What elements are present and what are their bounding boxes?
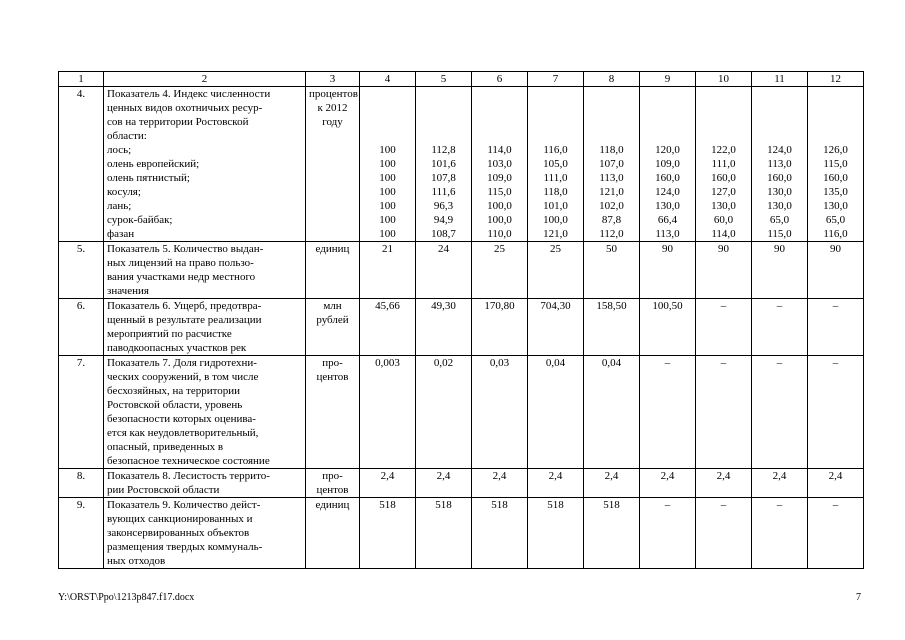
indicator-text-line: сурок-байбак;: [107, 214, 173, 226]
column-number: 1: [59, 72, 104, 87]
value-spacer: [475, 101, 524, 115]
column-number: 12: [808, 72, 864, 87]
indicator-text-line: ных отходов: [107, 555, 166, 567]
value-line: 112,0: [599, 228, 624, 240]
value-spacer: [643, 129, 692, 143]
value-cell: –: [696, 299, 752, 356]
value-cell: 21: [360, 242, 416, 299]
table-body: [59, 72, 864, 569]
value-cell: 2,4: [640, 469, 696, 498]
value-line: 160,0: [767, 172, 792, 184]
indicator-cell: [104, 242, 306, 299]
value-line: 101,6: [431, 158, 456, 170]
value-cell: 90: [808, 242, 864, 299]
value-line: 118,0: [599, 144, 624, 156]
value-line: 114,0: [487, 144, 512, 156]
value-spacer: [811, 101, 860, 115]
row-number: 5.: [59, 242, 104, 299]
value-cell: 518: [416, 498, 472, 569]
value-line: 115,0: [487, 186, 512, 198]
value-cell: 49,30: [416, 299, 472, 356]
value-spacer: [587, 87, 636, 101]
unit-text-line: про-: [322, 357, 343, 369]
value-cell: [640, 87, 696, 242]
value-cell: –: [808, 299, 864, 356]
column-number-row: [59, 72, 864, 87]
value-spacer: [363, 87, 412, 101]
table-row: [59, 242, 864, 299]
value-line: 115,0: [767, 228, 792, 240]
value-line: 130,0: [767, 186, 792, 198]
value-line: 65,0: [769, 214, 790, 226]
table-row: [59, 469, 864, 498]
value-line: 100,0: [487, 214, 512, 226]
value-line: 87,8: [601, 214, 622, 226]
indicator-text-line: Показатель 5. Количество выдан-: [107, 243, 264, 255]
indicator-text-line: Показатель 6. Ущерб, предотвра-: [107, 300, 262, 312]
value-line: 107,8: [431, 172, 456, 184]
indicator-cell: [104, 356, 306, 469]
unit-cell: [306, 242, 360, 299]
value-line: 108,7: [431, 228, 456, 240]
column-number: 4: [360, 72, 416, 87]
value-spacer: [811, 87, 860, 101]
value-line: 118,0: [543, 186, 568, 198]
indicator-text-line: ческих сооружений, в том числе: [107, 371, 259, 383]
indicator-text-line: Показатель 9. Количество дейст-: [107, 499, 261, 511]
indicator-text-line: безопасности которых оценива-: [107, 413, 256, 425]
value-line: 113,0: [655, 228, 680, 240]
value-spacer: [699, 101, 748, 115]
unit-text-line: млн: [323, 300, 342, 312]
value-cell: 90: [752, 242, 808, 299]
value-line: 113,0: [599, 172, 624, 184]
table-row: [59, 498, 864, 569]
indicator-cell: [104, 469, 306, 498]
unit-text-line: про-: [322, 470, 343, 482]
indicator-text-line: рии Ростовской области: [107, 484, 220, 496]
value-spacer: [531, 129, 580, 143]
column-number: 7: [528, 72, 584, 87]
document-path: Y:\ORST\Ppo\1213p847.f17.docx: [58, 592, 195, 603]
value-spacer: [587, 115, 636, 129]
value-cell: 170,80: [472, 299, 528, 356]
value-spacer: [531, 115, 580, 129]
value-spacer: [587, 101, 636, 115]
value-cell: 2,4: [360, 469, 416, 498]
value-spacer: [419, 129, 468, 143]
value-cell: 25: [472, 242, 528, 299]
value-line: 127,0: [711, 186, 736, 198]
value-spacer: [587, 129, 636, 143]
value-line: 100,0: [543, 214, 568, 226]
value-cell: –: [640, 498, 696, 569]
value-line: 124,0: [767, 144, 792, 156]
value-cell: 90: [640, 242, 696, 299]
value-cell: [752, 87, 808, 242]
value-cell: 704,30: [528, 299, 584, 356]
table-row: [59, 299, 864, 356]
indicator-text-line: области:: [107, 130, 147, 142]
column-number: 8: [584, 72, 640, 87]
unit-text-line: процентов: [309, 88, 358, 100]
value-cell: 0,04: [528, 356, 584, 469]
column-number: 3: [306, 72, 360, 87]
unit-cell: [306, 87, 360, 242]
value-cell: [808, 87, 864, 242]
indicator-text-line: косуля;: [107, 186, 141, 198]
value-cell: –: [752, 498, 808, 569]
value-cell: 0,03: [472, 356, 528, 469]
unit-text-line: году: [322, 116, 343, 128]
value-line: 130,0: [823, 200, 848, 212]
value-line: 130,0: [767, 200, 792, 212]
value-line: 114,0: [711, 228, 736, 240]
unit-cell: [306, 469, 360, 498]
value-spacer: [755, 101, 804, 115]
value-line: 124,0: [655, 186, 680, 198]
value-spacer: [643, 115, 692, 129]
column-number: 2: [104, 72, 306, 87]
value-line: 101,0: [543, 200, 568, 212]
indicator-text-line: ных лицензий на право пользо-: [107, 257, 254, 269]
value-line: 111,6: [431, 186, 456, 198]
value-cell: 2,4: [416, 469, 472, 498]
value-spacer: [475, 129, 524, 143]
indicator-text-line: лось;: [107, 144, 132, 156]
value-spacer: [811, 129, 860, 143]
value-line: 111,0: [711, 158, 736, 170]
value-spacer: [363, 129, 412, 143]
value-line: 100: [379, 214, 396, 226]
value-cell: –: [752, 299, 808, 356]
value-spacer: [475, 115, 524, 129]
value-cell: 518: [528, 498, 584, 569]
row-number: 7.: [59, 356, 104, 469]
column-number: 6: [472, 72, 528, 87]
indicator-text-line: фазан: [107, 228, 135, 240]
unit-cell: [306, 356, 360, 469]
page-number: 7: [856, 592, 861, 603]
value-line: 100: [379, 144, 396, 156]
value-spacer: [419, 87, 468, 101]
value-cell: –: [640, 356, 696, 469]
value-spacer: [755, 87, 804, 101]
row-number: 4.: [59, 87, 104, 242]
value-line: 160,0: [655, 172, 680, 184]
value-spacer: [363, 115, 412, 129]
value-cell: 0,02: [416, 356, 472, 469]
value-line: 111,0: [543, 172, 568, 184]
indicator-text-line: мероприятий по расчистке: [107, 328, 232, 340]
value-cell: 90: [696, 242, 752, 299]
value-line: 121,0: [599, 186, 624, 198]
value-line: 112,8: [431, 144, 456, 156]
value-cell: [472, 87, 528, 242]
value-spacer: [531, 87, 580, 101]
value-cell: 2,4: [752, 469, 808, 498]
value-cell: 2,4: [696, 469, 752, 498]
indicator-text-line: Показатель 4. Индекс численности: [107, 88, 271, 100]
value-cell: 100,50: [640, 299, 696, 356]
unit-text-line: единиц: [315, 499, 350, 511]
value-cell: –: [808, 356, 864, 469]
value-line: 120,0: [655, 144, 680, 156]
value-line: 100,0: [487, 200, 512, 212]
value-line: 115,0: [823, 158, 848, 170]
unit-text-line: центов: [316, 371, 349, 383]
value-cell: –: [696, 356, 752, 469]
indicator-text-line: лань;: [107, 200, 132, 212]
unit-text-line: к 2012: [317, 102, 348, 114]
value-cell: 2,4: [808, 469, 864, 498]
indicator-text-line: ется как неудовлетворительный,: [107, 427, 259, 439]
value-line: 96,3: [433, 200, 454, 212]
value-line: 94,9: [433, 214, 454, 226]
unit-text-line: центов: [316, 484, 349, 496]
value-line: 130,0: [655, 200, 680, 212]
value-cell: 518: [584, 498, 640, 569]
indicator-text-line: олень европейский;: [107, 158, 200, 170]
value-line: 116,0: [543, 144, 568, 156]
value-spacer: [811, 115, 860, 129]
value-spacer: [699, 115, 748, 129]
indicator-text-line: ценных видов охотничьих ресур-: [107, 102, 263, 114]
value-spacer: [755, 129, 804, 143]
value-spacer: [699, 87, 748, 101]
indicator-text-line: безопасное техническое состояние: [107, 455, 270, 467]
value-line: 60,0: [713, 214, 734, 226]
indicator-text-line: вующих санкционированных и: [107, 513, 253, 525]
indicator-text-line: законсервированных объектов: [107, 527, 250, 539]
value-cell: [416, 87, 472, 242]
value-line: 160,0: [711, 172, 736, 184]
value-spacer: [363, 101, 412, 115]
value-spacer: [643, 101, 692, 115]
indicator-text-line: бесхозяйных, на территории: [107, 385, 241, 397]
indicator-text-line: опасный, приведенных в: [107, 441, 224, 453]
value-cell: 45,66: [360, 299, 416, 356]
value-cell: –: [808, 498, 864, 569]
indicator-text-line: вания участками недр местного: [107, 271, 256, 283]
indicator-text-line: олень пятнистый;: [107, 172, 190, 184]
value-line: 103,0: [487, 158, 512, 170]
value-cell: 0,003: [360, 356, 416, 469]
indicator-text-line: Показатель 8. Лесистость террито-: [107, 470, 270, 482]
value-line: 109,0: [487, 172, 512, 184]
value-spacer: [755, 115, 804, 129]
row-number: 9.: [59, 498, 104, 569]
table-row: [59, 356, 864, 469]
value-cell: [360, 87, 416, 242]
value-cell: 0,04: [584, 356, 640, 469]
value-cell: –: [752, 356, 808, 469]
unit-cell: [306, 498, 360, 569]
value-line: 126,0: [823, 144, 848, 156]
value-cell: 518: [472, 498, 528, 569]
value-spacer: [643, 87, 692, 101]
value-line: 110,0: [487, 228, 512, 240]
value-line: 105,0: [543, 158, 568, 170]
value-line: 102,0: [599, 200, 624, 212]
value-cell: 518: [360, 498, 416, 569]
value-line: 100: [379, 200, 396, 212]
value-cell: 158,50: [584, 299, 640, 356]
value-line: 66,4: [657, 214, 678, 226]
value-line: 107,0: [599, 158, 624, 170]
value-line: 100: [379, 158, 396, 170]
value-line: 122,0: [711, 144, 736, 156]
value-line: 121,0: [543, 228, 568, 240]
indicator-text-line: сов на территории Ростовской: [107, 116, 249, 128]
indicator-cell: [104, 299, 306, 356]
unit-text-line: единиц: [315, 243, 350, 255]
value-spacer: [419, 101, 468, 115]
indicator-text-line: щенный в результате реализации: [107, 314, 262, 326]
value-spacer: [419, 115, 468, 129]
value-line: 130,0: [711, 200, 736, 212]
value-line: 109,0: [655, 158, 680, 170]
unit-cell: [306, 299, 360, 356]
value-cell: 2,4: [472, 469, 528, 498]
value-cell: [528, 87, 584, 242]
value-line: 100: [379, 228, 396, 240]
value-line: 100: [379, 172, 396, 184]
indicator-text-line: Показатель 7. Доля гидротехни-: [107, 357, 257, 369]
value-line: 100: [379, 186, 396, 198]
value-cell: 50: [584, 242, 640, 299]
value-spacer: [531, 101, 580, 115]
column-number: 10: [696, 72, 752, 87]
indicator-text-line: значения: [107, 285, 149, 297]
row-number: 6.: [59, 299, 104, 356]
value-cell: 2,4: [584, 469, 640, 498]
value-cell: –: [696, 498, 752, 569]
value-cell: [584, 87, 640, 242]
column-number: 11: [752, 72, 808, 87]
unit-text-line: рублей: [316, 314, 349, 326]
indicators-table: [58, 71, 864, 569]
row-number: 8.: [59, 469, 104, 498]
column-number: 9: [640, 72, 696, 87]
value-spacer: [699, 129, 748, 143]
indicator-text-line: размещения твердых коммуналь-: [107, 541, 263, 553]
indicator-text-line: паводкоопасных участков рек: [107, 342, 247, 354]
value-line: 113,0: [767, 158, 792, 170]
value-line: 65,0: [825, 214, 846, 226]
value-spacer: [475, 87, 524, 101]
value-line: 160,0: [823, 172, 848, 184]
value-cell: [696, 87, 752, 242]
indicator-cell: [104, 498, 306, 569]
value-cell: 25: [528, 242, 584, 299]
column-number: 5: [416, 72, 472, 87]
value-line: 135,0: [823, 186, 848, 198]
indicator-cell: [104, 87, 306, 242]
value-cell: 2,4: [528, 469, 584, 498]
value-cell: 24: [416, 242, 472, 299]
value-line: 116,0: [823, 228, 848, 240]
indicator-text-line: Ростовской области, уровень: [107, 399, 243, 411]
table-row: [59, 87, 864, 242]
